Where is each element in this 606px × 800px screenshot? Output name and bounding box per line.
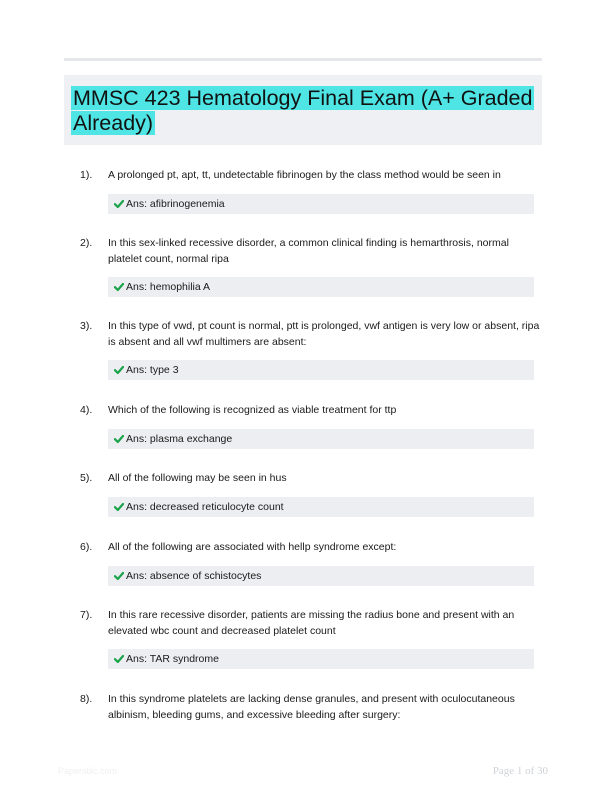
- question-text: A prolonged pt, apt, tt, undetectable fibrinogen by the class method would be seen in: [108, 169, 501, 181]
- answer-box: [108, 566, 534, 586]
- question-number: 5).: [80, 472, 93, 484]
- question-text: All of the following are associated with hellp syndrome except:: [108, 541, 397, 553]
- check-icon: [114, 654, 124, 664]
- question-number: 4).: [80, 404, 93, 416]
- check-icon: [114, 282, 124, 292]
- question-number: 1).: [80, 169, 93, 181]
- answer-box: [108, 649, 534, 669]
- check-icon: [114, 571, 124, 581]
- page-title: [71, 86, 533, 136]
- answer-box: [108, 497, 534, 517]
- answer-text: Ans: plasma exchange: [126, 433, 233, 445]
- question-text: Which of the following is recognized as viable treatment for ttp: [108, 404, 397, 416]
- question-text: All of the following may be seen in hus: [108, 472, 287, 484]
- check-icon: [114, 199, 124, 209]
- answer-text: Ans: type 3: [126, 364, 179, 376]
- top-divider: [64, 58, 542, 61]
- page-number: Page 1 of 30: [492, 765, 548, 777]
- answer-text: Ans: TAR syndrome: [126, 653, 219, 665]
- page-title-text: MMSC 423 Hematology Final Exam (A+ Graded Already): [73, 86, 533, 135]
- question-number: 8).: [80, 693, 93, 705]
- answer-box: [108, 277, 534, 297]
- footer-watermark: Paperstlic.com: [58, 766, 118, 776]
- question-number: 6).: [80, 541, 93, 553]
- answer-text: Ans: absence of schistocytes: [126, 570, 262, 582]
- question-number: 7).: [80, 609, 93, 621]
- question-text: In this syndrome platelets are lacking dense granules, and present with oculocutaneous albinism, bleeding gums, and excessive bleeding after surgery:: [108, 693, 515, 721]
- question-number: 3).: [80, 320, 93, 332]
- check-icon: [114, 502, 124, 512]
- answer-text: Ans: hemophilia A: [126, 281, 211, 293]
- question-text: In this sex-linked recessive disorder, a common clinical finding is hemarthrosis, normal platelet count, normal ripa: [108, 237, 509, 265]
- answer-text: Ans: afibrinogenemia: [126, 198, 225, 210]
- title-banner: [64, 75, 542, 145]
- question-text: In this type of vwd, pt count is normal, ptt is prolonged, vwf antigen is very low or absent, ripa is absent and all vwf multimers are absent:: [108, 320, 540, 348]
- question-number: 2).: [80, 237, 93, 249]
- check-icon: [114, 434, 124, 444]
- question-text: In this rare recessive disorder, patients are missing the radius bone and present with an elevated wbc count and decreased platelet count: [108, 609, 515, 637]
- answer-text: Ans: decreased reticulocyte count: [126, 501, 284, 513]
- answer-box: [108, 429, 534, 449]
- answer-box: [108, 360, 534, 380]
- answer-box: [108, 194, 534, 214]
- check-icon: [114, 365, 124, 375]
